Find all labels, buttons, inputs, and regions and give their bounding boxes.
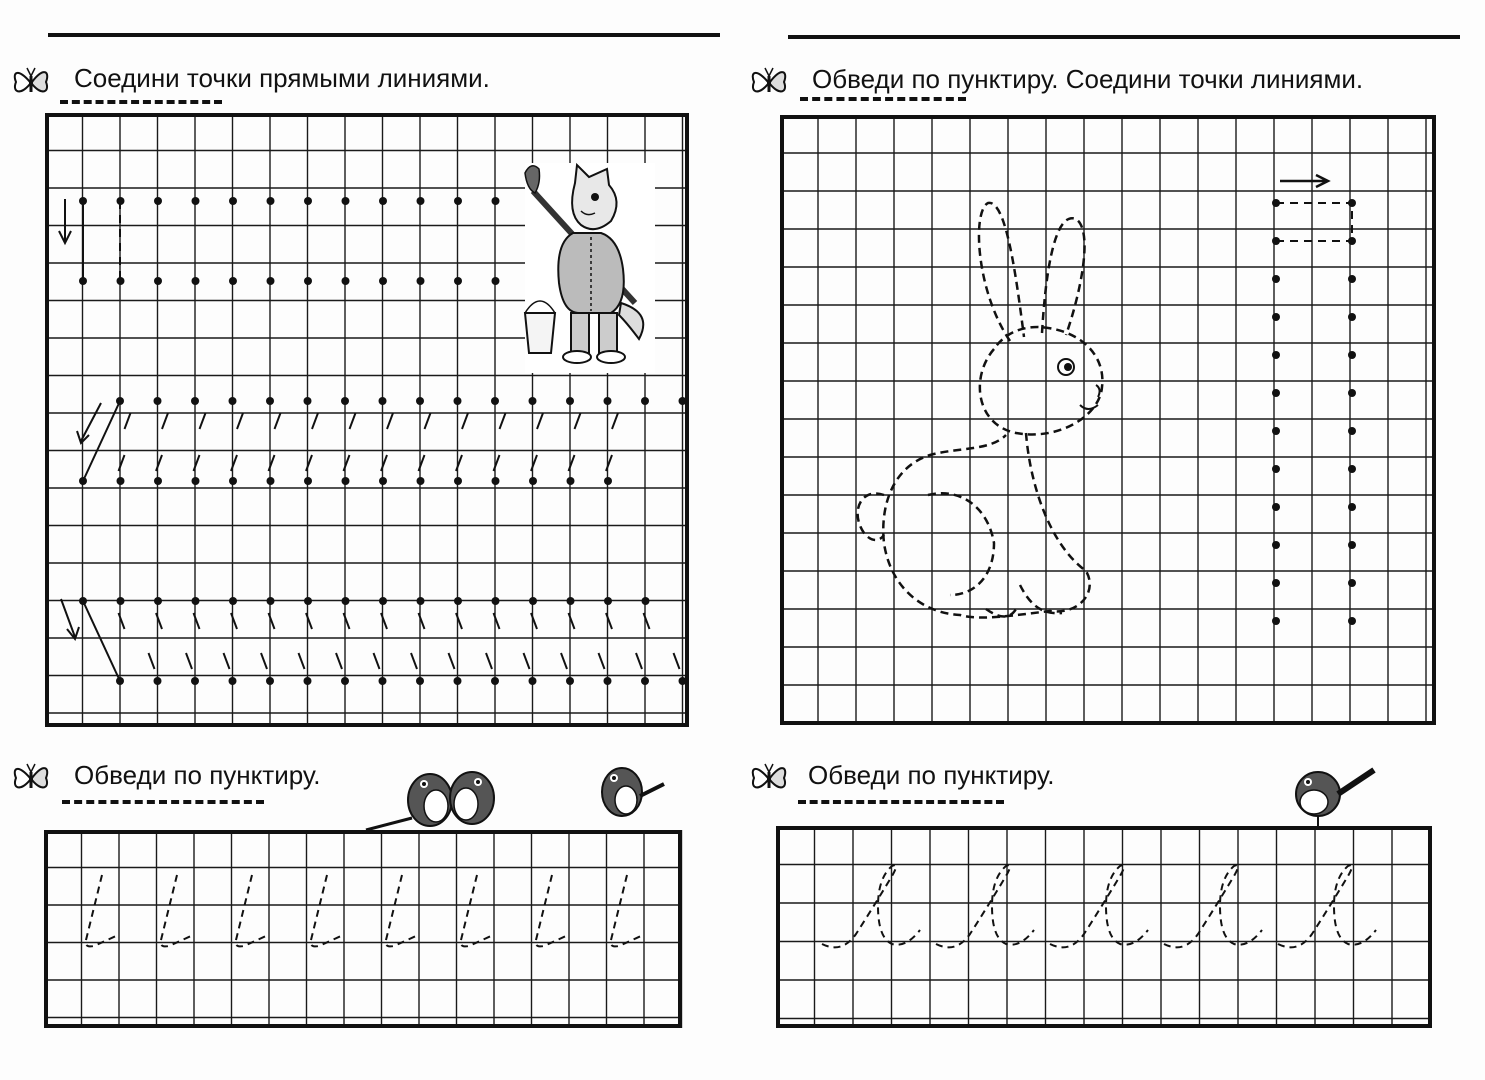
dash xyxy=(612,413,618,429)
dot xyxy=(1272,617,1280,625)
dot xyxy=(229,397,237,405)
dashed-letter xyxy=(536,875,566,946)
bird-icon xyxy=(366,774,452,830)
dot xyxy=(566,397,574,405)
dashed-letter xyxy=(1050,865,1148,947)
dash xyxy=(425,413,431,429)
dot xyxy=(491,397,499,405)
dash xyxy=(275,413,281,429)
dashed-letter xyxy=(1278,865,1376,947)
dot xyxy=(604,477,612,485)
dashed-letter xyxy=(386,875,416,946)
trace-grid-task xyxy=(776,826,1432,1028)
dash xyxy=(419,455,425,471)
dash xyxy=(269,455,275,471)
dash xyxy=(350,413,356,429)
dash xyxy=(162,413,168,429)
dash-underline xyxy=(798,800,1004,804)
dot xyxy=(229,597,237,605)
task-title: Обведи по пунктиру. xyxy=(808,760,1055,790)
dot xyxy=(154,397,162,405)
dash xyxy=(231,613,237,629)
dot xyxy=(417,477,425,485)
dash xyxy=(449,653,455,669)
dot xyxy=(679,677,687,685)
dot xyxy=(1348,465,1356,473)
dashed-letter xyxy=(236,875,266,946)
dot xyxy=(1272,389,1280,397)
dot xyxy=(1272,541,1280,549)
bird-icon xyxy=(450,772,494,824)
bird-icon xyxy=(1296,770,1374,826)
top-rule xyxy=(788,35,1460,39)
dot-grid-task xyxy=(45,113,689,727)
dash xyxy=(306,455,312,471)
dot xyxy=(604,597,612,605)
dashed-letter xyxy=(822,865,920,947)
dash xyxy=(674,653,680,669)
dot xyxy=(1348,275,1356,283)
dot xyxy=(529,397,537,405)
dot xyxy=(267,597,275,605)
dashed-letters xyxy=(776,826,1432,1028)
dot xyxy=(229,677,237,685)
dot xyxy=(529,597,537,605)
dot xyxy=(1348,617,1356,625)
trace-grid-task xyxy=(44,830,682,1028)
dash xyxy=(224,653,230,669)
dash xyxy=(344,455,350,471)
butterfly-icon xyxy=(10,758,52,798)
dash xyxy=(387,413,393,429)
dash xyxy=(269,613,275,629)
dash xyxy=(261,653,267,669)
dot xyxy=(417,197,425,205)
dot xyxy=(267,197,275,205)
dot-ladder xyxy=(780,115,1436,725)
dot xyxy=(604,677,612,685)
dot xyxy=(1348,313,1356,321)
dash-underline xyxy=(60,100,222,104)
butterfly-icon xyxy=(748,758,790,798)
dash xyxy=(486,653,492,669)
dot xyxy=(1348,351,1356,359)
dash xyxy=(299,653,305,669)
dash-underline xyxy=(62,800,264,804)
dash xyxy=(411,653,417,669)
dot xyxy=(454,597,462,605)
dash xyxy=(344,613,350,629)
dot xyxy=(229,277,237,285)
line-segment xyxy=(83,401,120,481)
task-title: Соедини точки прямыми линиями. xyxy=(74,63,490,93)
birds-illustration xyxy=(360,756,680,836)
dot xyxy=(417,597,425,605)
dot xyxy=(379,597,387,605)
dot xyxy=(492,197,500,205)
dash xyxy=(200,413,206,429)
dash xyxy=(237,413,243,429)
dot xyxy=(567,477,575,485)
dot xyxy=(154,277,162,285)
dot xyxy=(454,197,462,205)
dashed-letters xyxy=(44,830,682,1028)
dot xyxy=(529,477,537,485)
dot xyxy=(267,477,275,485)
dash xyxy=(194,613,200,629)
dashed-letter xyxy=(1164,865,1262,947)
dash xyxy=(531,613,537,629)
dash xyxy=(494,455,500,471)
dot xyxy=(341,397,349,405)
dot xyxy=(267,277,275,285)
dashed-letter xyxy=(461,875,491,946)
dot xyxy=(529,677,537,685)
dot xyxy=(342,277,350,285)
dash xyxy=(186,653,192,669)
dot xyxy=(604,397,612,405)
dot xyxy=(379,197,387,205)
butterfly-icon xyxy=(10,62,52,102)
dot xyxy=(342,597,350,605)
dash xyxy=(537,413,543,429)
dash xyxy=(456,613,462,629)
dot xyxy=(191,677,199,685)
dashed-letter xyxy=(611,875,641,946)
butterfly-icon xyxy=(748,62,790,102)
dash xyxy=(312,413,318,429)
dot xyxy=(454,477,462,485)
dot xyxy=(492,597,500,605)
dot xyxy=(1272,351,1280,359)
dot xyxy=(1272,275,1280,283)
dash xyxy=(524,653,530,669)
dot xyxy=(192,197,200,205)
bird-icon xyxy=(602,768,664,816)
dash xyxy=(636,653,642,669)
dot xyxy=(192,277,200,285)
dot xyxy=(417,277,425,285)
dashed-letter xyxy=(936,865,1034,947)
dash xyxy=(599,653,605,669)
arrow-icon xyxy=(61,599,79,639)
dot xyxy=(416,677,424,685)
dash xyxy=(119,613,125,629)
dash xyxy=(462,413,468,429)
dot xyxy=(342,477,350,485)
dot xyxy=(304,677,312,685)
dash xyxy=(381,455,387,471)
arrow-icon xyxy=(1280,175,1328,187)
dot xyxy=(567,597,575,605)
dash xyxy=(606,455,612,471)
dashed-letter xyxy=(311,875,341,946)
dot xyxy=(1272,313,1280,321)
dot xyxy=(154,677,162,685)
dot xyxy=(379,397,387,405)
dash xyxy=(500,413,506,429)
dot xyxy=(1348,541,1356,549)
dot xyxy=(304,397,312,405)
dot xyxy=(229,197,237,205)
dot xyxy=(304,197,312,205)
dash xyxy=(231,455,237,471)
dot xyxy=(266,677,274,685)
dash xyxy=(156,613,162,629)
dot xyxy=(641,677,649,685)
dot xyxy=(192,597,200,605)
dot xyxy=(1272,465,1280,473)
dashed-letter xyxy=(86,875,116,946)
dash xyxy=(374,653,380,669)
dot xyxy=(492,477,500,485)
dot xyxy=(491,677,499,685)
dot xyxy=(454,677,462,685)
dash xyxy=(156,455,162,471)
dot xyxy=(341,677,349,685)
dot xyxy=(1272,427,1280,435)
dot xyxy=(641,397,649,405)
dot xyxy=(416,397,424,405)
dash xyxy=(569,613,575,629)
dash xyxy=(531,455,537,471)
dot xyxy=(304,277,312,285)
dot xyxy=(1348,503,1356,511)
dash xyxy=(119,455,125,471)
dash-underline xyxy=(800,97,966,101)
left-page xyxy=(0,0,742,1080)
dot xyxy=(454,277,462,285)
right-page xyxy=(742,0,1485,1080)
dashed-segment xyxy=(1276,203,1352,241)
dot xyxy=(304,597,312,605)
arrow-icon xyxy=(59,199,71,243)
dash xyxy=(149,653,155,669)
task-title: Обведи по пунктиру. xyxy=(74,760,321,790)
dash xyxy=(575,413,581,429)
dash xyxy=(569,455,575,471)
dot xyxy=(266,397,274,405)
bird-illustration xyxy=(1278,764,1388,832)
dash xyxy=(381,613,387,629)
dot xyxy=(192,477,200,485)
dot xyxy=(492,277,500,285)
dot xyxy=(566,677,574,685)
dot xyxy=(191,397,199,405)
dot xyxy=(1348,389,1356,397)
dash xyxy=(494,613,500,629)
dash xyxy=(306,613,312,629)
dot xyxy=(154,597,162,605)
dot xyxy=(154,477,162,485)
dash xyxy=(606,613,612,629)
dash xyxy=(125,413,131,429)
task-title: Обведи по пунктиру. Соедини точки линиями. xyxy=(812,64,1364,94)
dot xyxy=(117,597,125,605)
arrow-icon xyxy=(77,403,101,443)
dash xyxy=(194,455,200,471)
dot xyxy=(379,277,387,285)
dot xyxy=(1272,579,1280,587)
dot xyxy=(679,397,687,405)
dash xyxy=(561,653,567,669)
top-rule xyxy=(48,33,720,37)
dot xyxy=(642,597,650,605)
dot xyxy=(229,477,237,485)
dot xyxy=(1348,427,1356,435)
dot xyxy=(304,477,312,485)
dot xyxy=(117,477,125,485)
dot xyxy=(1272,503,1280,511)
dot xyxy=(379,477,387,485)
dot xyxy=(342,197,350,205)
bunny-trace-task xyxy=(780,115,1436,725)
dash xyxy=(336,653,342,669)
dot xyxy=(454,397,462,405)
dots-and-dashes xyxy=(45,113,689,727)
dashed-letter xyxy=(161,875,191,946)
dot xyxy=(379,677,387,685)
line-segment xyxy=(83,601,120,681)
dash xyxy=(419,613,425,629)
dash xyxy=(644,613,650,629)
dot xyxy=(154,197,162,205)
dash xyxy=(456,455,462,471)
dot xyxy=(1348,579,1356,587)
